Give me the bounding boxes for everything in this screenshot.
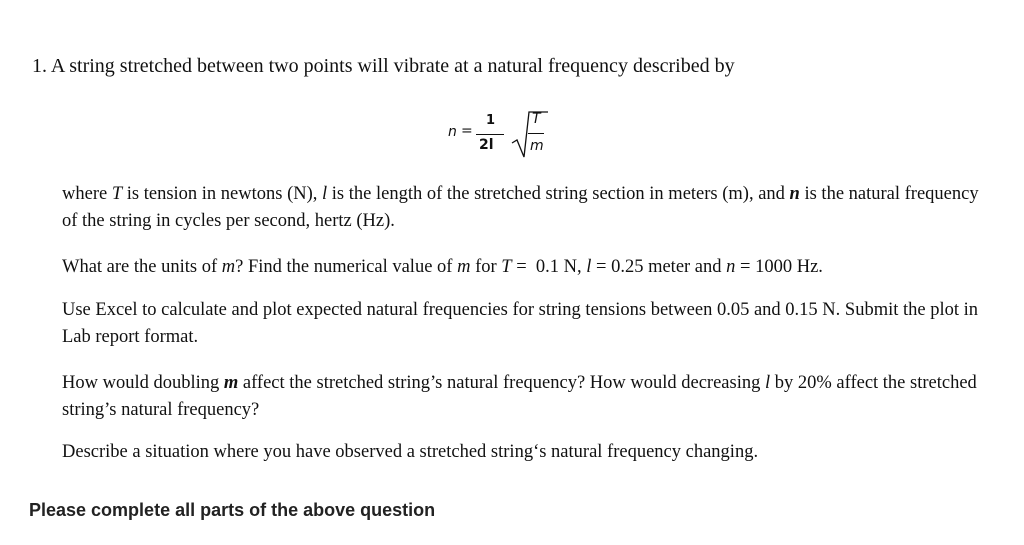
question-heading: 1. A string stretched between two points will vibrate at a natural frequency described by	[32, 55, 735, 77]
formula-root-fraction-bar	[528, 133, 544, 134]
formula-lhs: n	[448, 124, 457, 140]
formula-fraction-bar	[476, 134, 504, 135]
observation-question-paragraph: Describe a situation where you have observed a stretched string‘s natural frequency changing.	[62, 442, 759, 462]
formula-denominator: 2l	[479, 137, 494, 153]
formula-root-numerator: T	[532, 111, 541, 127]
definition-paragraph: where T is tension in newtons (N), l is the length of the stretched string section in meters (m), and n is the natural frequency of the string in cycles per second, hertz (Hz).	[62, 184, 979, 231]
completion-note: Please complete all parts of the above question	[29, 500, 436, 520]
units-question-paragraph: What are the units of m? Find the numerical value of m for T = 0.1 N, l = 0.25 meter and n = 1000 Hz.	[62, 257, 823, 277]
formula-root-denominator: m	[530, 138, 544, 154]
doubling-question-paragraph: How would doubling m affect the stretched string’s natural frequency? How would decreasing l by 20% affect the stretched string’s natural frequency?	[62, 373, 977, 420]
formula-numerator: 1	[486, 113, 496, 128]
formula-equals: =	[461, 123, 473, 139]
excel-task-paragraph: Use Excel to calculate and plot expected natural frequencies for string tensions between 0.05 and 0.15 N. Submit the plot in Lab report format.	[62, 300, 979, 347]
cut-off-text	[29, 537, 269, 545]
frequency-formula	[446, 102, 586, 162]
